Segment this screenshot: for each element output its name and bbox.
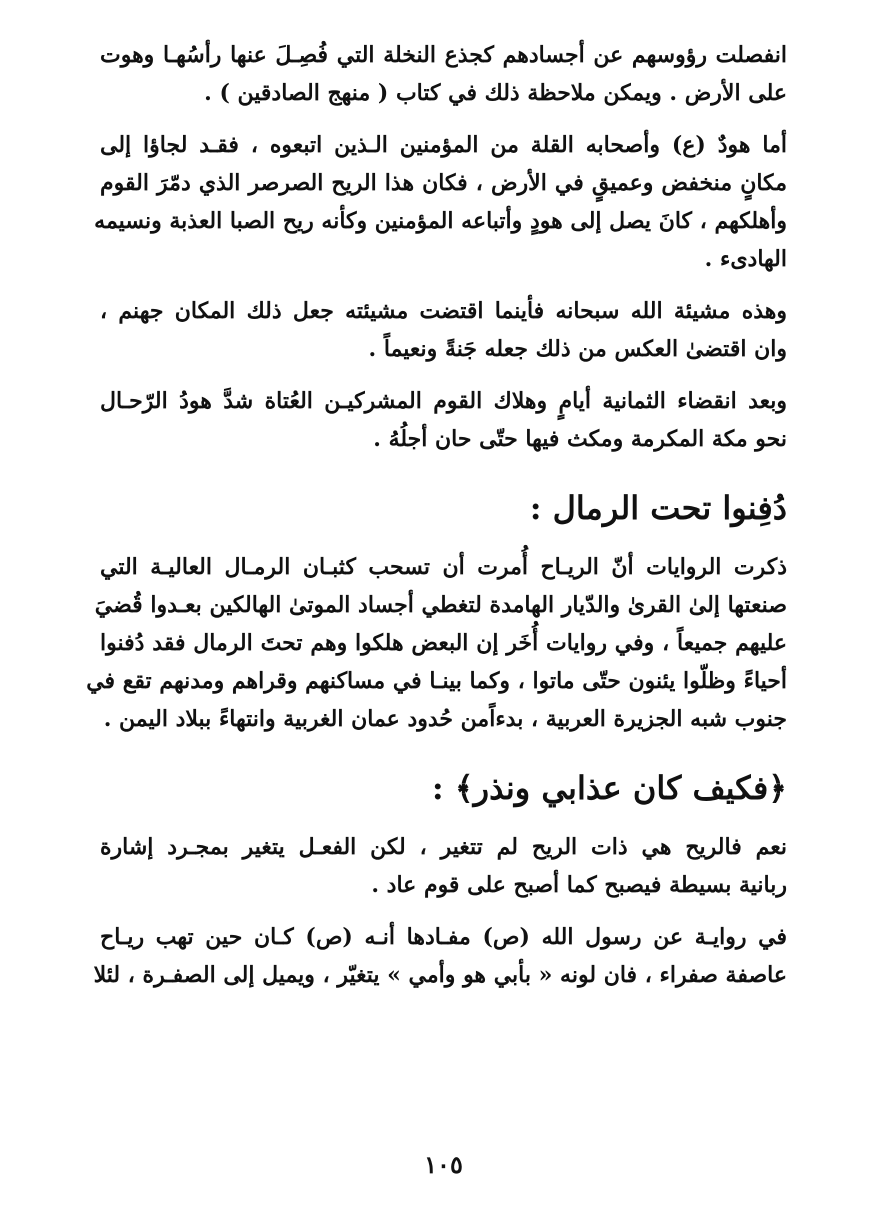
text-line: ذكرت الروايات أنّ الريـاح أُمرت أن تسحب كثبـان الرمـال العاليـة التي (100, 554, 787, 580)
text-line: عليهم جميعاً ، وفي روايات أُخَر إن البعض هلكوا وهم تحتَ الرمال فقد دُفنوا (100, 630, 787, 656)
text-line: وأهلكهم ، كانَ يصل إلى هودٍ وأتباعه المؤمنين وكأنه ريح الصبا العذبة ونسيمه (94, 208, 787, 234)
paragraph (100, 36, 787, 112)
text-line: نعم فالريح هي ذات الريح لم تتغير ، لكن الفعـل يتغير بمجـرد إشارة (100, 834, 787, 860)
paragraph (93, 918, 787, 994)
text-line: جنوب شبه الجزيرة العربية ، بدءاًمن حُدود عمان الغربية وانتهاءً ببلاد اليمن . (103, 706, 787, 732)
text-line: على الأرض . ويمكن ملاحظة ذلك في كتاب ( منهج الصادقين ) . (204, 80, 787, 106)
text-line: صنعتها إلىٰ القرىٰ والدّيار الهامدة لتغطي أجساد الموتىٰ الهالكين بعـدوا قُضيَ (94, 592, 787, 618)
paragraph (100, 828, 787, 904)
text-line: وبعد انقضاء الثمانية أيامٍ وهلاك القوم المشركيـن العُتاة شدَّ هودُ الرّحـال (100, 388, 787, 414)
text-line: الهادىء . (704, 246, 787, 272)
section-heading: دُفِنوا تحت الرمال : (529, 489, 787, 527)
text-line: أما هودٌ (ع) وأصحابه القلة من المؤمنين الـذين اتبعوه ، فقـد لجاؤا إلى (100, 132, 787, 158)
text-line: ربانية بسيطة فيصبح كما أصبح على قوم عاد . (371, 872, 787, 898)
text-line: في روايـة عن رسول الله (ص) مفـادها أنـه (ص) كـان حين تهب ريـاح (100, 924, 787, 950)
text-line: أحياءً وظلّوا يئنون حتّى ماتوا ، وكما بينـا في مساكنهم وقراهم ومدنهم تقع في (86, 668, 787, 694)
text-line: نحو مكة المكرمة ومكث فيها حتّى حان أجلُهُ . (373, 426, 787, 452)
section-heading: ﴿فكيف كان عذابي ونذر﴾ : (431, 769, 787, 807)
paragraph (100, 292, 787, 368)
text-line: مكانٍ منخفض وعميقٍ في الأرض ، فكان هذا الريح الصرصر الذي دمّرَ القوم (100, 170, 787, 196)
text-line: عاصفة صفراء ، فان لونه « بأبي هو وأمي » يتغيّر ، ويميل إلى الصفـرة ، لئلا (93, 962, 787, 988)
page-number: ١٠٥ (424, 1150, 463, 1179)
page-content (86, 36, 787, 1008)
text-line: انفصلت رؤوسهم عن أجسادهم كجذع النخلة التي فُصِـلَ عنها رأسُهـا وهوت (100, 42, 787, 68)
paragraph (86, 548, 787, 738)
text-line: وهذه مشيئة الله سبحانه فأينما اقتضت مشيئته جعل ذلك المكان جهنم ، (100, 298, 787, 324)
paragraph (100, 382, 787, 458)
paragraph (94, 126, 787, 278)
text-line: وان اقتضىٰ العكس من ذلك جعله جَنةً ونعيماً . (368, 336, 787, 362)
